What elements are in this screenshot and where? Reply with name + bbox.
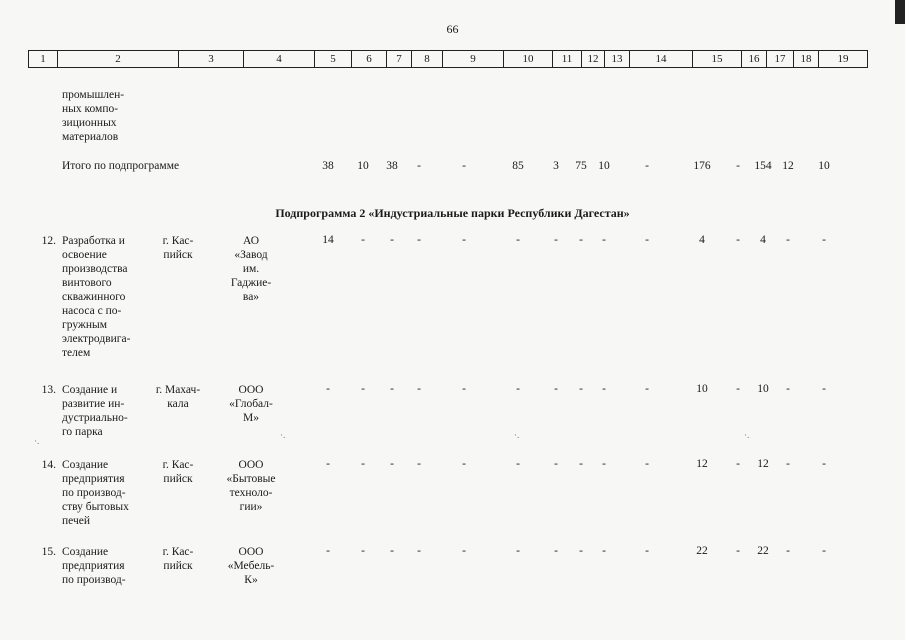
value-col-13: - <box>602 234 606 246</box>
column-number-header <box>28 50 868 68</box>
project-organization: «Мебель- <box>227 560 275 572</box>
scan-speck: ·. <box>744 430 750 440</box>
value-col-9: - <box>462 545 466 557</box>
value-col-17: 12 <box>757 458 769 470</box>
value-col-7: - <box>390 234 394 246</box>
value-col-16: - <box>736 458 740 470</box>
header-col-6: 6 <box>352 51 387 68</box>
value-col-12: - <box>579 545 583 557</box>
value-col-11: 3 <box>553 160 559 172</box>
value-col-12: - <box>579 383 583 395</box>
value-col-19: 10 <box>818 160 830 172</box>
header-col-18: 18 <box>794 51 819 68</box>
row-number: 15. <box>41 546 56 558</box>
value-col-13: - <box>602 545 606 557</box>
value-col-5: - <box>326 383 330 395</box>
project-organization: ООО <box>238 459 264 471</box>
value-col-8: - <box>417 383 421 395</box>
value-col-11: - <box>554 545 558 557</box>
value-col-15: 176 <box>693 160 711 172</box>
value-col-19: - <box>822 383 826 395</box>
value-col-5: 38 <box>322 160 334 172</box>
project-name: по производ- <box>62 574 126 586</box>
value-col-17: 22 <box>757 545 769 557</box>
header-col-13: 13 <box>605 51 630 68</box>
project-organization: гии» <box>239 501 263 513</box>
project-organization: техноло- <box>229 487 273 499</box>
project-organization: К» <box>244 574 258 586</box>
project-name: Создание <box>62 459 109 471</box>
header-col-8: 8 <box>412 51 443 68</box>
total-label: Итого по подпрограмме <box>62 160 180 172</box>
project-name: Создание <box>62 546 109 558</box>
project-name: предприятия <box>62 560 125 572</box>
value-col-16: - <box>736 234 740 246</box>
value-col-5: - <box>326 458 330 470</box>
value-col-18: - <box>786 383 790 395</box>
value-col-14: - <box>645 160 649 172</box>
value-col-19: - <box>822 545 826 557</box>
project-organization: «Глобал- <box>229 398 273 410</box>
row-number: 12. <box>41 235 56 247</box>
value-col-11: - <box>554 383 558 395</box>
header-col-4: 4 <box>244 51 315 68</box>
header-col-17: 17 <box>767 51 794 68</box>
value-col-6: - <box>361 234 365 246</box>
value-col-9: - <box>462 383 466 395</box>
value-col-14: - <box>645 545 649 557</box>
header-col-15: 15 <box>693 51 742 68</box>
value-col-9: - <box>462 160 466 172</box>
continuation-text: материалов <box>62 131 119 143</box>
value-col-6: - <box>361 383 365 395</box>
project-organization: «Бытовые <box>226 473 276 485</box>
project-organization: М» <box>243 412 259 424</box>
row-number: 14. <box>41 459 56 471</box>
project-name: дустриально- <box>62 412 128 424</box>
project-organization: ва» <box>242 291 260 303</box>
project-name: освоение <box>62 249 107 261</box>
header-row <box>29 51 868 68</box>
row-number: 13. <box>41 384 56 396</box>
value-col-5: 14 <box>322 234 334 246</box>
project-organization: Гаджие- <box>230 277 272 289</box>
project-city: г. Кас- <box>162 235 194 247</box>
value-col-7: 38 <box>386 160 398 172</box>
header-col-2: 2 <box>58 51 179 68</box>
value-col-9: - <box>462 458 466 470</box>
project-organization: «Завод <box>234 249 268 261</box>
header-col-19: 19 <box>819 51 868 68</box>
project-name: развитие ин- <box>62 398 125 410</box>
project-name: предприятия <box>62 473 125 485</box>
value-col-8: - <box>417 458 421 470</box>
project-name: печей <box>62 515 91 527</box>
header-col-14: 14 <box>630 51 693 68</box>
value-col-19: - <box>822 234 826 246</box>
value-col-5: - <box>326 545 330 557</box>
project-name: Разработка и <box>62 235 125 247</box>
scan-speck: ·. <box>514 430 520 440</box>
continuation-text: промышлен- <box>62 89 125 101</box>
header-col-11: 11 <box>553 51 582 68</box>
project-city: пийск <box>163 560 193 572</box>
value-col-10: 85 <box>512 160 524 172</box>
header-col-3: 3 <box>179 51 244 68</box>
scan-speck: ·. <box>280 430 286 440</box>
project-name: гружным <box>62 319 108 331</box>
value-col-18: - <box>786 234 790 246</box>
value-col-16: - <box>736 545 740 557</box>
header-col-7: 7 <box>387 51 412 68</box>
header-col-12: 12 <box>582 51 605 68</box>
project-name: скважинного <box>62 291 126 303</box>
value-col-8: - <box>417 160 421 172</box>
project-organization: им. <box>242 263 260 275</box>
project-name: производства <box>62 263 128 275</box>
project-name: винтового <box>62 277 112 289</box>
continuation-text: ных компо- <box>62 103 119 115</box>
header-col-10: 10 <box>504 51 553 68</box>
value-col-10: - <box>516 458 520 470</box>
value-col-8: - <box>417 234 421 246</box>
value-col-17: 4 <box>760 234 766 246</box>
project-name: Создание и <box>62 384 118 396</box>
header-col-16: 16 <box>742 51 767 68</box>
project-name: ству бытовых <box>62 501 129 513</box>
value-col-12: 75 <box>575 160 587 172</box>
section-title: Подпрограмма 2 «Индустриальные парки Республики Дагестан» <box>275 206 630 220</box>
value-col-18: 12 <box>782 160 794 172</box>
value-col-13: - <box>602 383 606 395</box>
value-col-12: - <box>579 458 583 470</box>
project-name: электродвига- <box>62 333 131 345</box>
header-col-5: 5 <box>315 51 352 68</box>
value-col-10: - <box>516 545 520 557</box>
value-col-9: - <box>462 234 466 246</box>
value-col-14: - <box>645 234 649 246</box>
project-name: по производ- <box>62 487 126 499</box>
project-city: г. Кас- <box>162 459 194 471</box>
value-col-14: - <box>645 383 649 395</box>
value-col-15: 10 <box>696 383 708 395</box>
header-col-9: 9 <box>443 51 504 68</box>
project-name: го парка <box>62 426 103 438</box>
value-col-13: 10 <box>598 160 610 172</box>
project-organization: ООО <box>238 546 264 558</box>
value-col-18: - <box>786 545 790 557</box>
scan-speck: ·. <box>34 436 40 446</box>
project-organization: АО <box>242 235 260 247</box>
value-col-17: 154 <box>754 160 772 172</box>
value-col-10: - <box>516 383 520 395</box>
project-city: пийск <box>163 249 193 261</box>
value-col-7: - <box>390 383 394 395</box>
value-col-7: - <box>390 545 394 557</box>
value-col-14: - <box>645 458 649 470</box>
value-col-6: - <box>361 545 365 557</box>
value-col-12: - <box>579 234 583 246</box>
value-col-10: - <box>516 234 520 246</box>
value-col-6: - <box>361 458 365 470</box>
page-number: 66 <box>446 22 459 36</box>
value-col-11: - <box>554 234 558 246</box>
project-organization: ООО <box>238 384 264 396</box>
continuation-text: зиционных <box>62 117 117 129</box>
project-city: пийск <box>163 473 193 485</box>
value-col-19: - <box>822 458 826 470</box>
value-col-16: - <box>736 383 740 395</box>
value-col-8: - <box>417 545 421 557</box>
value-col-15: 12 <box>696 458 708 470</box>
value-col-11: - <box>554 458 558 470</box>
value-col-6: 10 <box>357 160 369 172</box>
value-col-7: - <box>390 458 394 470</box>
value-col-15: 22 <box>696 545 708 557</box>
project-city: кала <box>167 398 189 410</box>
value-col-15: 4 <box>699 234 705 246</box>
value-col-18: - <box>786 458 790 470</box>
project-city: г. Махач- <box>155 384 201 396</box>
project-name: насоса с по- <box>62 305 122 317</box>
scan-edge-mark <box>895 0 905 24</box>
value-col-16: - <box>736 160 740 172</box>
project-name: телем <box>62 347 91 359</box>
value-col-13: - <box>602 458 606 470</box>
header-col-1: 1 <box>29 51 58 68</box>
project-city: г. Кас- <box>162 546 194 558</box>
value-col-17: 10 <box>757 383 769 395</box>
